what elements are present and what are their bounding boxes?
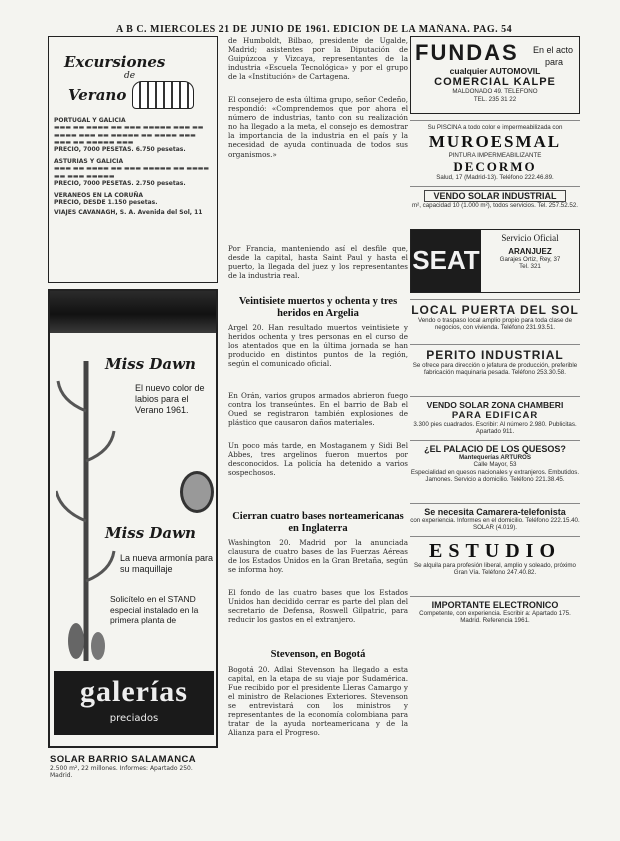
chamberi-title: VENDO SOLAR ZONA CHAMBERI [426, 399, 564, 410]
palacio-title: ¿EL PALACIO DE LOS QUESOS? [424, 443, 566, 454]
seat-logo: SEAT [411, 230, 481, 292]
bus-icon [132, 81, 194, 109]
miss-dawn-text-2: La nueva armonía para su maquillaje [120, 553, 214, 574]
chamberi-sub: PARA EDIFICAR [451, 409, 539, 421]
solar-industrial-text: m², capacidad 10 (1.000 m²), todos servicios. Tel. 257.52.52. [411, 201, 578, 209]
estudio-title: ESTUDIO [428, 539, 562, 562]
lipstick-icon [180, 471, 214, 513]
electronico-text: Competente, con experiencia. Escribir a: Apartado 175. Madrid. Referencia 1961. [419, 609, 571, 624]
excursiones-title: Excursiones [64, 53, 166, 71]
solar-salamanca-text: 2.500 m², 22 millones. Informes: Apartado 250. Madrid. [50, 765, 193, 780]
miss-dawn-banner [50, 291, 216, 333]
article-paragraph-1: de Humboldt, Bilbao, presidente de Ugalde, Madrid; asistentes por la Diputación de Guipúzcoa y Vizcaya, representantes de la industria «Escuela Tecnológica» y por el grupo de la «Institución» de Cartagena. [228, 36, 408, 82]
galerias-brand: galerías [80, 675, 188, 708]
asturias-price: PRECIO, 7000 PESETAS. 2.750 pesetas. [54, 180, 186, 188]
asturias-body: ▬▬▬ ▬▬ ▬▬▬▬ ▬▬ ▬▬▬ ▬▬▬▬▬ ▬▬ ▬▬▬▬ ▬▬ ▬▬▬ ▬▬▬▬▬ [54, 165, 210, 180]
muroesmal-ad [410, 120, 580, 186]
solar-industrial-ad [410, 186, 580, 229]
excursiones-verano: Verano [68, 86, 127, 104]
article-paragraph-8: El fondo de las cuatro bases que los Estados Unidos han decidido cerrar es parte del plan del secretario de Defensa, Roswell Gilpatric, para reducir los gastos en el extranjero. [228, 588, 408, 625]
telefonista-ad [410, 503, 580, 536]
perito-text: Se ofrece para dirección o jefatura de producción, preferible fabricación maquinaria pesada. Teléfono 253.30.58. [412, 361, 578, 376]
local-title: LOCAL PUERTA DEL SOL [411, 302, 579, 317]
decormo-brand: DECORMO [453, 159, 537, 174]
fundas-line-1: cualquier AUTOMOVIL [449, 66, 541, 76]
portugal-body: ▬▬▬ ▬▬ ▬▬▬▬ ▬▬ ▬▬▬ ▬▬▬▬▬ ▬▬▬ ▬▬ ▬▬▬▬ ▬▬▬ ▬▬ ▬▬▬▬▬ ▬▬ ▬▬▬▬ ▬▬▬ ▬▬▬ ▬▬ ▬▬▬▬▬ ▬▬▬ [54, 124, 204, 147]
miss-dawn-text-1: El nuevo color de labios para el Verano 1961. [135, 383, 205, 415]
article-paragraph-6: Un poco más tarde, en Mostaganem y Sidi Bel Abbes, tres argelinos fueron muertos por desconocidos. La policía ha detenido a varios sospechosos. [228, 441, 408, 478]
estudio-text: Se alquila para profesión liberal, amplio y soleado, próximo Gran Vía. Teléfono 247.40.82. [414, 561, 576, 576]
seat-title: Servicio Oficial [501, 232, 559, 243]
excursiones-ad [48, 36, 218, 283]
chamberi-text: 3.300 pies cuadrados. Escribir: Al número 2.980. Publicitas. Apartado 911. [413, 420, 577, 435]
galerias-brand-2: preciados [109, 713, 159, 724]
palacio-address: Calle Mayor, 53 [473, 461, 517, 468]
palacio-text: Especialidad en quesos nacionales y extranjeros. Embutidos. Jamones. Servicio a domicilio. Teléfono 221.38.45. [410, 468, 580, 483]
miss-dawn-name-2: Miss Dawn [105, 524, 196, 542]
telefonista-text: con experiencia. Informes en el domicilio. Teléfono 222.15.40. SOLAR (4.019). [410, 516, 580, 531]
solar-industrial-title: VENDO SOLAR INDUSTRIAL [424, 190, 566, 202]
electronico-ad [410, 596, 580, 637]
telefonista-title: Se necesita Camarera-telefonista [424, 506, 566, 517]
headline-stevenson: Stevenson, en Bogotá [270, 649, 366, 660]
veraneos-title: VERANEOS EN LA CORUÑA [54, 191, 144, 199]
muroesmal-title: MUROESMAL [428, 131, 562, 151]
article-paragraph-3: Por Francia, manteniendo así el desfile que, desde la capital, hasta Saint Paul y hasta el puerto, la llegada del juez y los representantes de la industria real. [228, 244, 408, 281]
estudio-ad [410, 536, 580, 596]
fundas-title: FUNDAS [415, 40, 519, 65]
article-paragraph-7: Washington 20. Madrid por la anunciada clausura de cuatro bases de las Fuerzas Aéreas de los Estados Unidos en la Gran Bretaña, según se informa hoy. [228, 538, 408, 575]
muroesmal-intro: Su PISCINA a todo color e impermeabilizada con [427, 124, 563, 131]
article-paragraph-4: Argel 20. Han resultado muertos veintisiete y heridos ochenta y tres personas en el curso de los atentados que en la última jornada se han producido en distintos puntos de la región, según el comunicado oficial. [228, 323, 408, 369]
galerias-logo [54, 671, 214, 735]
fundas-line-2: COMERCIAL KALPE [434, 76, 556, 88]
perito-title: PERITO INDUSTRIAL [426, 347, 564, 362]
solar-salamanca-title: SOLAR BARRIO SALAMANCA [50, 754, 197, 765]
seat-tel: Tel. 321 [519, 263, 541, 270]
article-paragraph-2: El consejero de esta última grupo, señor Cedeño, respondió: «Comprendemos que por ahora el número de industrias, tanto con su realización no ha llegado a la meta, el consejo es demostrar la importancia de la industria en el país y la necesidad de ayuda continuada de todos sus organismos.» [228, 95, 408, 159]
fundas-line-4: TEL. 235 31 22 [473, 95, 517, 103]
seat-ad [410, 229, 580, 293]
article-paragraph-9: Bogotá 20. Adlai Stevenson ha llegado a esta capital, en la etapa de su viaje por Sudamérica. Fue recibido por el presidente Lleras Camargo y el ministro de Relaciones Exteriores. Stevenson se entrevistará con los ministros y representantes de la economía colombiana para tratar de la ayuda norteamericana y de la Alianza para el Progreso. [228, 664, 408, 738]
solar-salamanca-ad [48, 754, 218, 780]
headline-argelia: Veintisiete muertos y ochenta y tres heridos en Argelia [238, 296, 398, 319]
page-header: A B C. MIERCOLES 21 DE JUNIO DE 1961. EDICION DE LA MAÑANA. PAG. 54 [116, 24, 513, 35]
muroesmal-sub: PINTURA IMPERMEABILIZANTE [448, 151, 542, 159]
portugal-price: PRECIO, 7000 PESETAS. 6.750 pesetas. [54, 146, 186, 154]
electronico-title: IMPORTANTE ELECTRONICO [431, 599, 559, 610]
article-paragraph-5: En Orán, varios grupos armados abrieron fuego contra los transeúntes. En el barrio de Bab el Oued se registraron también explosiones de plástico que causaron daños materiales. [228, 391, 408, 428]
solar-chamberi-ad [410, 396, 580, 440]
miss-dawn-name-1: Miss Dawn [105, 355, 196, 373]
seat-place: Garajes Ortiz, Rey, 37 [499, 255, 561, 263]
palacio-quesos-ad [410, 440, 580, 503]
middle-column [228, 36, 408, 769]
local-text: Vendo o traspaso local amplio propio para toda clase de negocios, con vivienda. Teléfono 231.93.51. [417, 316, 573, 331]
local-puerta-del-sol-ad [410, 299, 580, 344]
palacio-sub: Mantequerías ARTUROS [459, 453, 531, 461]
fundas-ad [410, 36, 580, 114]
left-column [48, 36, 218, 780]
portugal-title: PORTUGAL Y GALICIA [54, 117, 126, 124]
fundas-sub-1: En el acto [532, 45, 573, 55]
fundas-sub-2: para [544, 57, 563, 67]
asturias-title: ASTURIAS Y GALICIA [54, 157, 124, 165]
miss-dawn-text-3: Solicítelo en el STAND especial instalado en la primera planta de [110, 594, 199, 625]
viajes-line: VIAJES CAVANAGH, S. A. Avenida del Sol, 11 [54, 209, 203, 217]
fundas-line-3: MALDONADO 49. TELEFONO [452, 88, 538, 95]
miss-dawn-ad [48, 289, 218, 748]
plant-illustration [56, 351, 116, 671]
perito-industrial-ad [410, 344, 580, 396]
right-column [410, 36, 580, 637]
seat-city: ARANJUEZ [508, 246, 552, 256]
headline-bases: Cierran cuatro bases norteamericanas en Inglaterra [232, 511, 404, 534]
muroesmal-address: Salud, 17 (Madrid-13). Teléfono 222.46.89. [436, 174, 554, 181]
excursiones-de: de [124, 71, 136, 81]
veraneos-price: PRECIO, DESDE 1.150 pesetas. [54, 199, 158, 207]
